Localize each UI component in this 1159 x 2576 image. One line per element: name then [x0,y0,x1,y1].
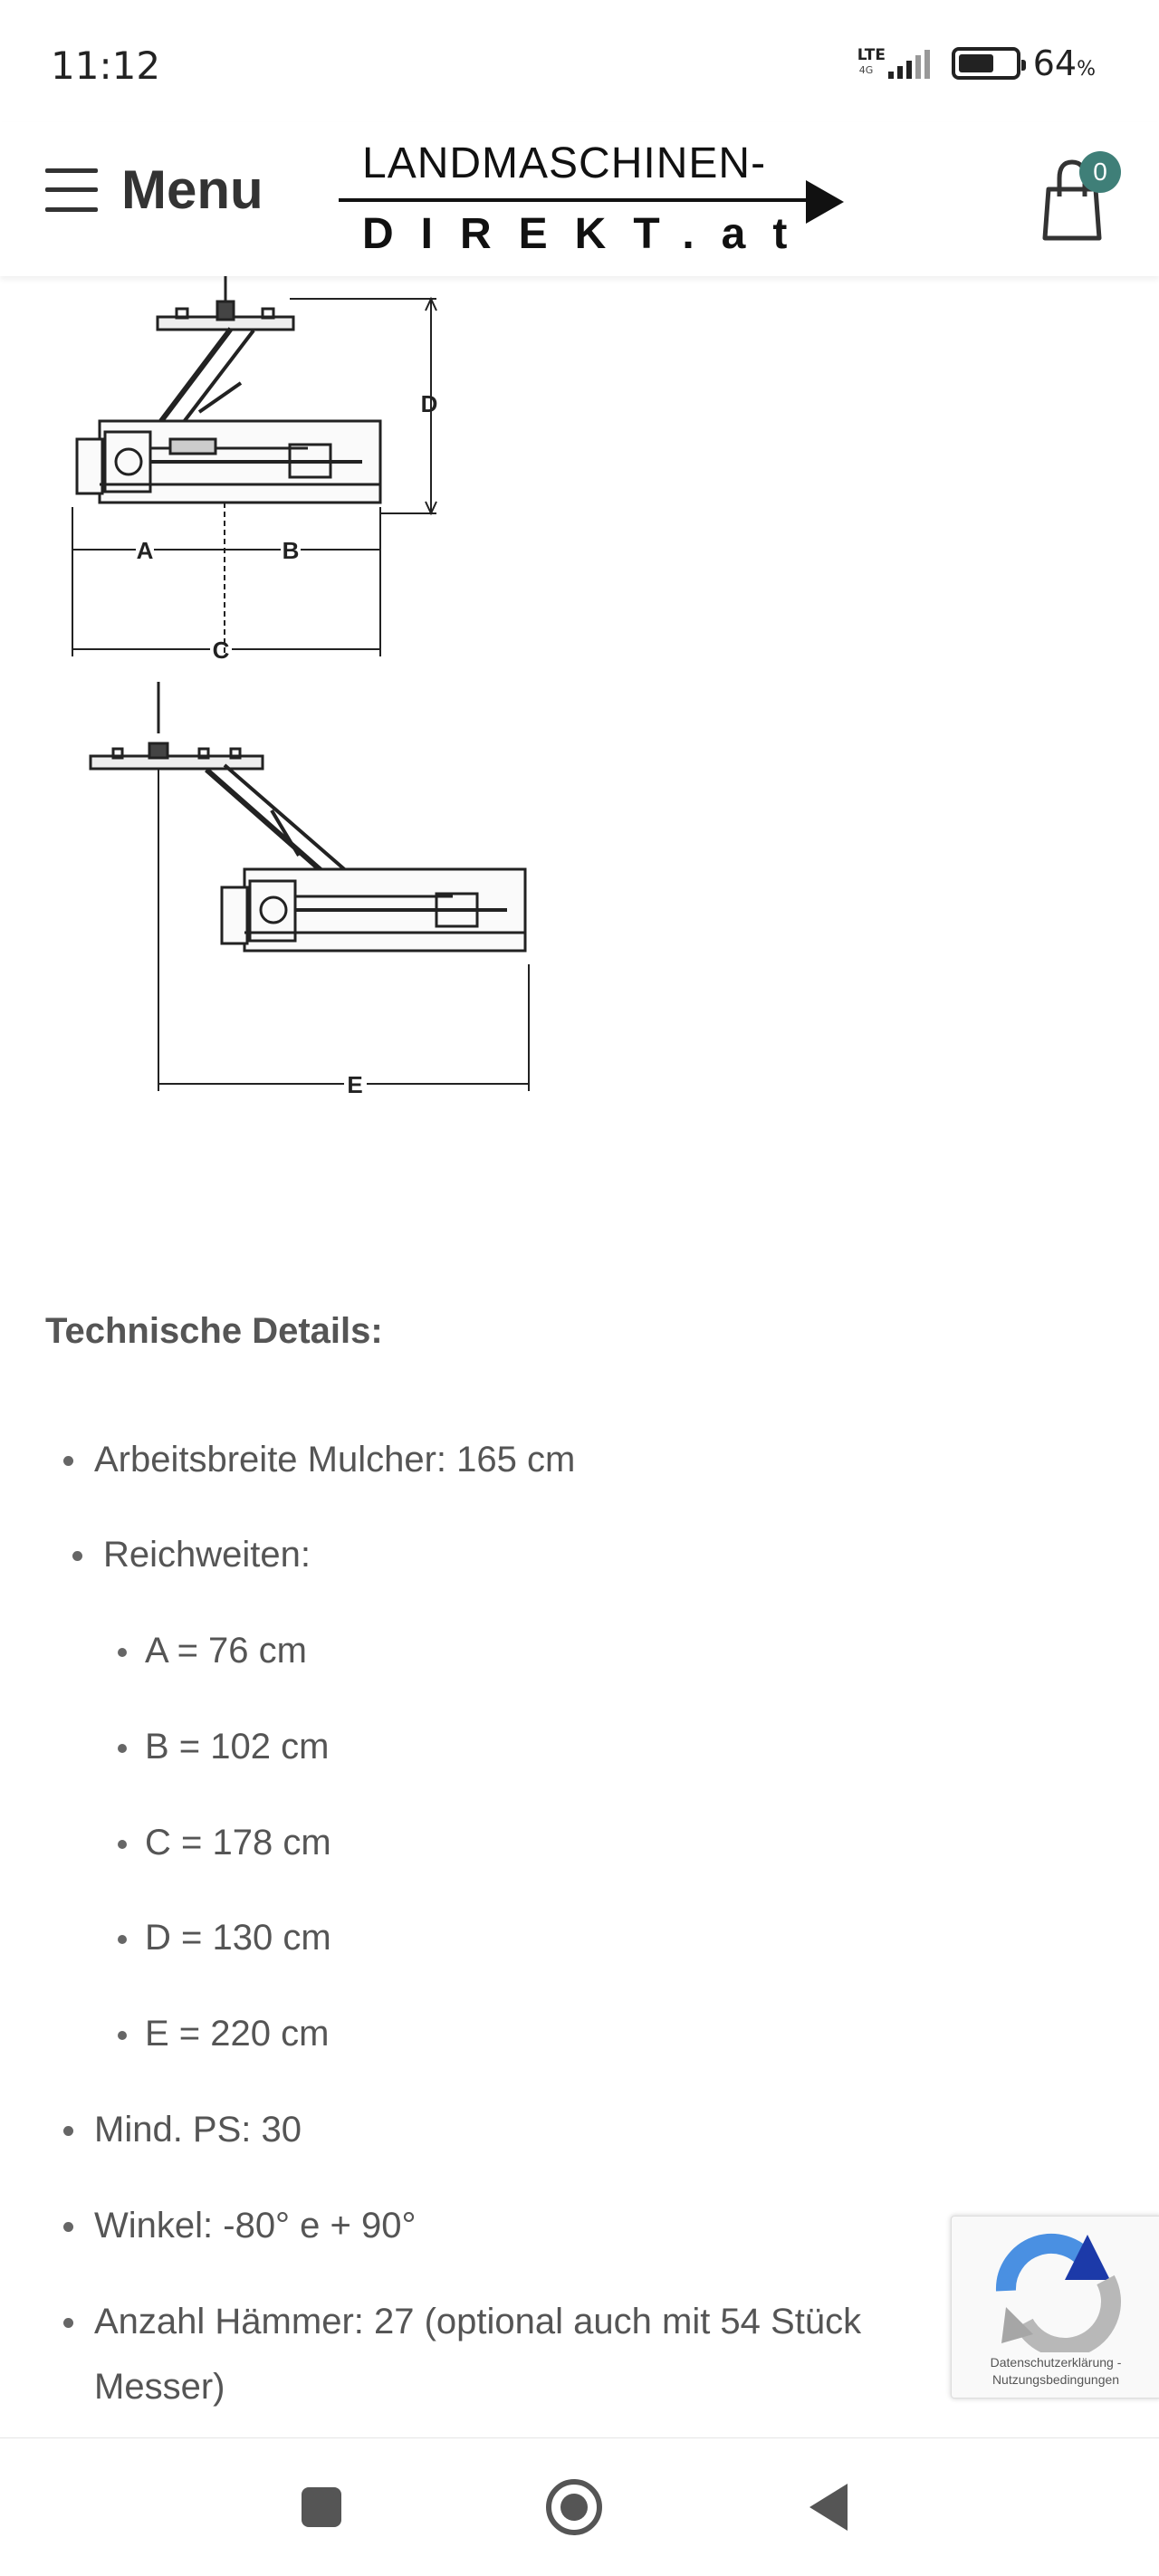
system-nav-bar [0,2437,1159,2576]
status-time: 11:12 [51,43,161,88]
label-e: E [347,1071,363,1098]
label-c: C [212,637,230,664]
list-item: E = 220 cm [145,2001,329,2066]
tech-details-heading: Technische Details: [45,1311,383,1351]
recaptcha-icon [952,2217,1159,2352]
cart-button[interactable] [1039,151,1126,245]
list-item: A = 76 cm [145,1618,307,1683]
battery-icon [952,47,1020,80]
list-item: Arbeitsbreite Mulcher: 165 cm [94,1427,575,1492]
cart-count-badge: 0 [1079,151,1121,193]
network-sub: 4G [858,64,874,76]
list-item: Mind. PS: 30 [94,2097,302,2162]
nav-back-button[interactable] [774,2438,883,2576]
logo-underline [339,198,809,202]
site-logo[interactable] [335,135,869,262]
dimension-diagram [63,276,552,1109]
terms-link[interactable]: Nutzungsbedingungen [991,2372,1120,2387]
list-item: Reichweiten: [103,1522,311,1587]
list-item-continuation: Messer) [94,2367,225,2407]
nav-recents-icon [299,2485,344,2530]
label-d: D [420,390,438,417]
recaptcha-badge[interactable] [951,2216,1159,2399]
list-item: C = 178 cm [145,1810,331,1875]
list-item: D = 130 cm [145,1905,331,1970]
label-b: B [282,537,300,564]
privacy-link[interactable]: Datenschutzerklärung [990,2355,1114,2370]
menu-label: Menu [121,159,263,220]
mulcher-dimension-drawing [63,276,552,1109]
nav-back-icon [806,2482,851,2533]
nav-home-button[interactable] [520,2438,628,2576]
list-item: B = 102 cm [145,1714,329,1779]
recaptcha-links: Datenschutzerklärung - Nutzungsbedingungen [990,2355,1122,2387]
label-a: A [136,537,154,564]
network-type: LTE [857,46,886,64]
nav-home-icon [542,2475,606,2539]
signal-icon [857,41,939,86]
list-item: Anzahl Hämmer: 27 (optional auch mit 54 Stück [94,2289,861,2354]
logo-line1: LANDMASCHINEN- [362,139,767,187]
status-icons [857,36,1096,91]
logo-line2: DIREKT.at [362,210,815,258]
battery-percent: 64% [1032,43,1096,83]
hamburger-icon [45,168,98,212]
nav-recents-button[interactable] [267,2438,376,2576]
menu-button[interactable] [45,158,263,221]
status-bar [0,0,1159,122]
site-header [0,122,1159,276]
list-item: Winkel: -80° e + 90° [94,2193,417,2258]
